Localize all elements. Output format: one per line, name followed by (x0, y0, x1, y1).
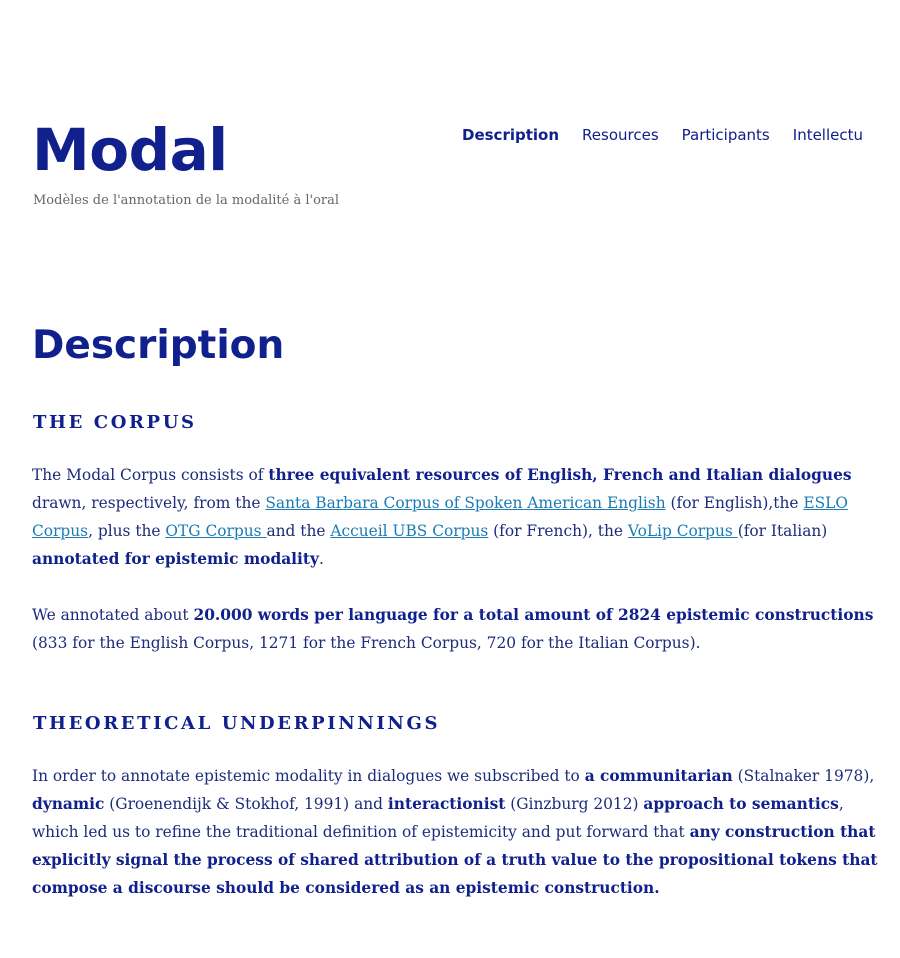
section-heading-theoretical-underpinnings: THEORETICAL UNDERPINNINGS (33, 713, 441, 734)
site-title[interactable]: Modal (32, 116, 228, 184)
text: (Stalnaker 1978), (732, 767, 875, 785)
link-volip-corpus[interactable]: VoLip Corpus (627, 522, 738, 540)
text: (for Italian) (737, 522, 828, 540)
theory-paragraph (32, 762, 882, 902)
text: In order to annotate epistemic modality in dialogues we subscribed to (32, 767, 585, 785)
bold-text: annotated for epistemic modality (32, 550, 319, 568)
text: , plus the (88, 522, 166, 540)
text: (for English),the (665, 494, 804, 512)
bold-text: dynamic (32, 795, 105, 813)
link-santa-barbara-corpus[interactable]: Santa Barbara Corpus of Spoken American English (265, 494, 666, 512)
bold-text: interactionist (387, 795, 506, 813)
corpus-paragraph-2 (32, 601, 882, 657)
site-tagline: Modèles de l'annotation de la modalité à l'oral (33, 193, 340, 208)
text: The Modal Corpus consists of (32, 466, 269, 484)
bold-text: a communitarian (584, 767, 733, 785)
text: (Ginzburg 2012) (505, 795, 644, 813)
bold-text: 20.000 words per language for a total amount of 2824 epistemic constructions (193, 606, 874, 624)
section-heading-corpus: THE CORPUS (33, 412, 197, 433)
bold-text: any construction that explicitly signal the process of shared attribution of a truth value to the propositional tokens that compose a discourse should be considered as an epistemic construction. (32, 823, 878, 897)
text: . (318, 550, 324, 568)
text: We annotated about (32, 606, 194, 624)
nav-item-participants[interactable]: Participants (681, 126, 770, 144)
text: (Groenendijk & Stokhof, 1991) and (104, 795, 388, 813)
text: (833 for the English Corpus, 1271 for the French Corpus, 720 for the Italian Corpus). (32, 634, 701, 652)
nav-item-resources[interactable]: Resources (582, 126, 659, 144)
nav-item-description[interactable]: Description (462, 126, 560, 144)
link-accueil-ubs-corpus[interactable]: Accueil UBS Corpus (330, 522, 489, 540)
page-title: Description (32, 323, 285, 368)
text: , which led us to refine the traditional definition of epistemicity and put forward that (32, 795, 844, 841)
text: drawn, respectively, from the (32, 494, 266, 512)
link-eslo-corpus[interactable]: ESLO Corpus (32, 494, 849, 540)
text: and the (266, 522, 331, 540)
text: (for French), the (488, 522, 628, 540)
bold-text: approach to semantics (643, 795, 839, 813)
bold-text: three equivalent resources of English, French and Italian dialogues (268, 466, 852, 484)
nav-item-intellectual[interactable]: Intellectu (792, 126, 864, 144)
link-otg-corpus[interactable]: OTG Corpus (165, 522, 267, 540)
main-navigation (462, 124, 900, 148)
corpus-paragraph-1 (32, 461, 882, 573)
